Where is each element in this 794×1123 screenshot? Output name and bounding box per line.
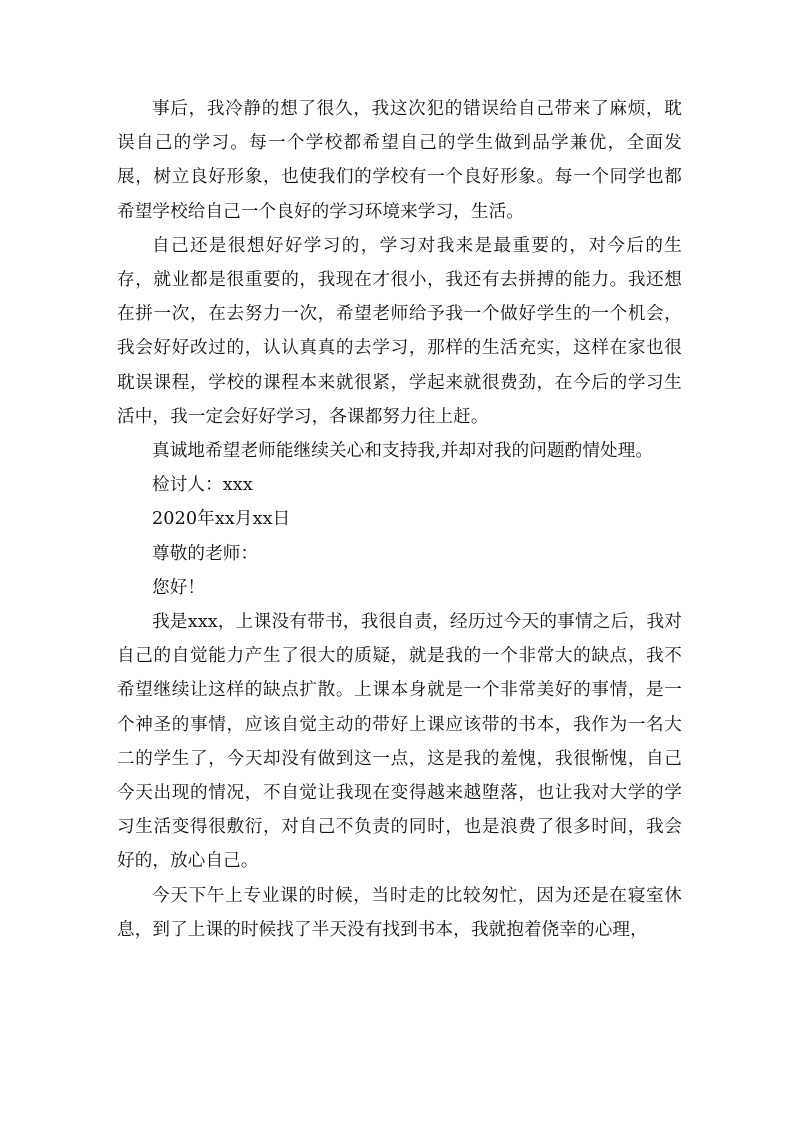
paragraph-forgot-book: 我是xxx，上课没有带书，我很自责，经历过今天的事情之后，我对自己的自觉能力产生了很大的质疑，就是我的一个非常大的缺点，我不希望继续让这样的缺点扩散。上课本身就是一个非常美好的事情，是一个神圣的事情，应该自觉主动的带好上课应该带的书本，我作为一名大二的学生了，今天却没有做到这一点，这是我的羞愧，我很惭愧，自己今天出现的情况，不自觉让我现在变得越来越堕落，也让我对大学的学习生活变得很敷衍，对自己不负责的同时，也是浪费了很多时间，我会好的，放心自己。 [117, 612, 682, 872]
greeting: 您好！ [152, 577, 206, 598]
paragraph-reflection: 事后，我冷静的想了很久，我这次犯的错误给自己带来了麻烦，耽误自己的学习。每一个学校都希望自己的学生做到品学兼优，全面发展，树立良好形象，也使我们的学校有一个良好形象。每一个同学也都希望学校给自己一个良好的学习环境来学习，生活。 [117, 99, 682, 222]
paragraph-request: 真诚地希望老师能继续关心和支持我,并却对我的问题酌情处理。 [152, 441, 654, 462]
paragraph-afternoon-class: 今天下午上专业课的时候，当时走的比较匆忙，因为还是在寝室休息，到了上课的时候找了半天没有找到书本，我就抱着侥幸的心理， [117, 885, 682, 940]
signature-author: 检讨人：xxx [152, 475, 253, 496]
salutation: 尊敬的老师： [152, 543, 259, 564]
signature-date: 2020年xx月xx日 [152, 509, 291, 530]
paragraph-study-commitment: 自己还是很想好好学习的，学习对我来是最重要的，对今后的生存，就业都是很重要的，我现在才很小，我还有去拼搏的能力。我还想在拼一次，在去努力一次，希望老师给予我一个做好学生的一个机会，我会好好改过的，认认真真的去学习，那样的生活充实，这样在家也很耽误课程，学校的课程本来就很紧，学起来就很费劲，在今后的学习生活中，我一定会好好学习，各课都努力往上赶。 [117, 235, 682, 427]
document-body [117, 92, 682, 947]
